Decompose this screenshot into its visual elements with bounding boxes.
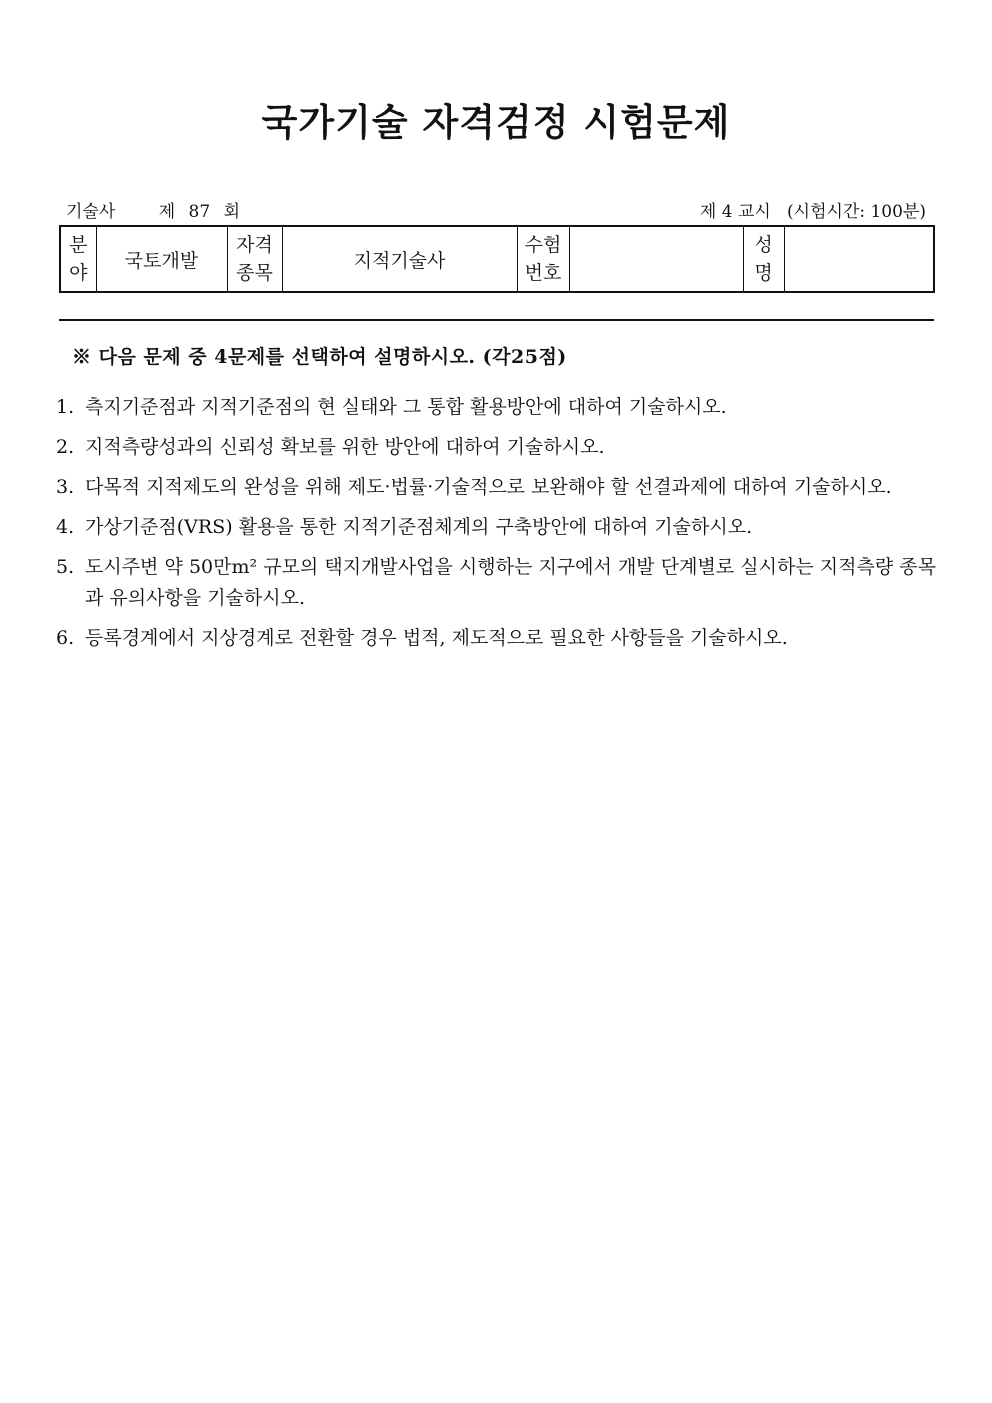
question-number: 4.: [56, 516, 75, 538]
question-text: 도시주변 약 50만m² 규모의 택지개발사업을 시행하는 지구에서 개발 단계별로 실시하는 지적측량 종목과 유의사항을 기술하시오.: [85, 556, 936, 609]
question-text: 등록경계에서 지상경계로 전환할 경우 법적, 제도적으로 필요한 사항들을 기술하시오.: [85, 627, 788, 649]
question-text: 가상기준점(VRS) 활용을 통한 지적기준점체계의 구축방안에 대하여 기술하시오.: [85, 516, 753, 538]
exam-number-field[interactable]: [569, 226, 743, 292]
field-value: 국토개발: [96, 226, 227, 292]
exam-meta: [60, 197, 932, 221]
question-text: 측지기준점과 지적기준점의 현 실태와 그 통합 활용방안에 대하여 기술하시오.: [85, 396, 727, 418]
question-item: [56, 512, 936, 543]
period-label: 제 4 교시: [699, 202, 771, 222]
question-list: [56, 392, 936, 663]
name-field[interactable]: [784, 226, 934, 292]
question-text: 다목적 지적제도의 완성을 위해 제도·법률·기술적으로 보완해야 할 선결과제에 대하여 기술하시오.: [85, 476, 892, 498]
question-text: 지적측량성과의 신뢰성 확보를 위한 방안에 대하여 기술하시오.: [85, 436, 605, 458]
session-label: 제: [158, 202, 176, 222]
qualification-label-line1: 자격: [236, 234, 273, 256]
name-label: [743, 226, 784, 292]
exam-number-label-line2: 번호: [524, 262, 562, 284]
qualification-label-line2: 종목: [236, 262, 273, 284]
field-label-line2: 야: [69, 262, 88, 284]
divider: [59, 319, 934, 321]
session-suffix: 회: [223, 202, 241, 222]
question-item: [56, 552, 936, 614]
name-label-line2: 명: [754, 262, 773, 284]
field-label-line1: 분: [69, 234, 88, 256]
question-number: 2.: [56, 436, 75, 458]
session-number: 87: [188, 202, 211, 222]
question-number: 1.: [56, 396, 75, 418]
exam-session: [66, 197, 248, 222]
exam-category: 기술사: [66, 202, 116, 222]
question-item: [56, 472, 936, 503]
question-number: 3.: [56, 476, 75, 498]
instruction: ※ 다음 문제 중 4문제를 선택하여 설명하시오. (각25점): [72, 346, 567, 368]
question-item: [56, 623, 936, 654]
exam-info-table: [59, 225, 935, 293]
exam-duration: (시험시간: 100분): [787, 202, 926, 222]
exam-number-label: [517, 226, 569, 292]
exam-number-label-line1: 수험: [524, 234, 562, 256]
question-item: [56, 392, 936, 423]
question-item: [56, 432, 936, 463]
field-label: [60, 226, 96, 292]
question-number: 5.: [56, 556, 75, 578]
question-number: 6.: [56, 627, 75, 649]
name-label-line1: 성: [754, 234, 773, 256]
qualification-label: [227, 226, 282, 292]
exam-period: [700, 197, 926, 222]
qualification-value: 지적기술사: [282, 226, 517, 292]
page-title: 국가기술 자격검정 시험문제: [261, 100, 731, 144]
